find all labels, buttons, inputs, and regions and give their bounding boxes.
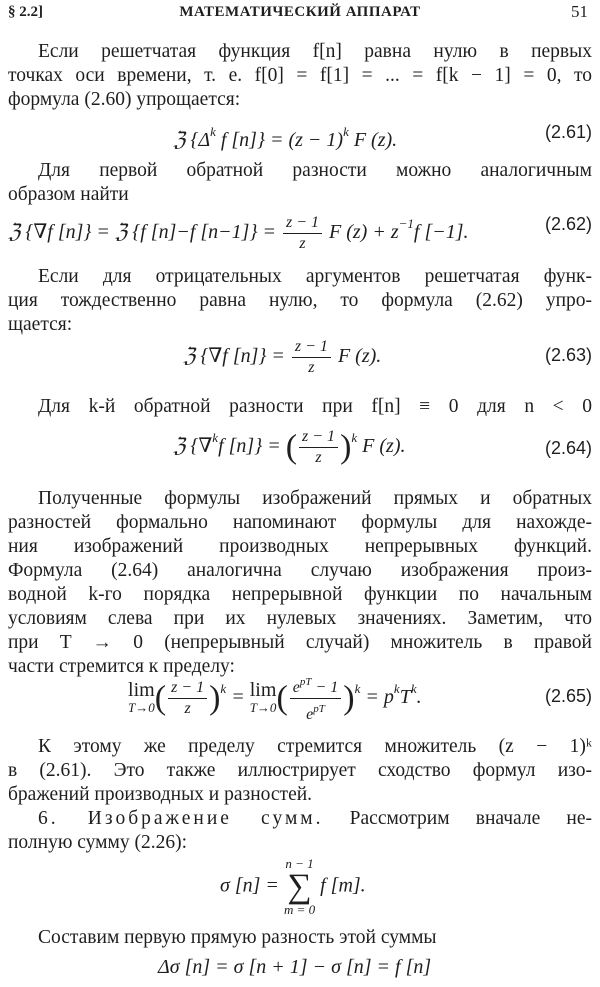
text-line: точках оси времени, т. е. f[0] = f[1] = ... = f[k − 1] = 0, то <box>8 65 592 86</box>
text-line: Для k-й обратной разности при f[n] ≡ 0 для n < 0 <box>38 396 592 417</box>
text-line: бражений производных и разностей. <box>8 784 313 805</box>
paragraph-1 <box>8 40 592 112</box>
equation-2-63 <box>8 337 592 377</box>
text-line: Если решетчатая функция f[n] равна нулю в первых <box>38 41 592 62</box>
text-line: Составим первую прямую разность этой суммы <box>38 927 437 948</box>
equation-number: (2.61) <box>544 122 592 142</box>
equation-sum <box>8 852 592 918</box>
paragraph-5 <box>8 487 592 679</box>
subsection-heading: 6. Изображение сумм. <box>38 808 324 829</box>
paragraph-7 <box>8 807 592 855</box>
text-line: условиям слева при их нулевых значениях. Заметим, что <box>8 608 592 629</box>
formula: ℨ {∇$^k$f [n]} = ( $\frac{z - 1}{z}$ )$^k$ F (z). <box>173 427 406 466</box>
equation-number: (2.65) <box>544 686 592 706</box>
equation-2-65 <box>8 672 592 728</box>
text-line: водной k-го порядка непрерывной функции по начальным <box>8 584 592 605</box>
page-header <box>8 0 592 24</box>
formula: ℨ {∇f [n]} = ℨ {f [n]−f [n−1]} = $\frac{z - 1}{z}$ F $(z) + z^{-1}f$ [−1]. <box>8 213 469 252</box>
text-line: образом найти <box>8 184 129 205</box>
equation-difference <box>8 955 592 985</box>
equation-number: (2.63) <box>544 345 592 365</box>
paragraph-8 <box>8 926 592 950</box>
equation-number: (2.62) <box>544 214 592 234</box>
text-fragment: Рассмотрим вначале не- <box>323 808 592 829</box>
text-line: формула (2.60) упрощается: <box>8 89 241 110</box>
formula: lim T→0 ( $\frac{z - 1}{z}$ )$^k$ = lim T→0 ( $\frac{e^{pT} - 1}{e^{pT}}$ )$^k = p^kT^k$. <box>128 672 422 725</box>
text-line: полную сумму (2.26): <box>8 832 188 853</box>
equation-2-61 <box>8 120 592 160</box>
text-line: щается: <box>8 314 73 335</box>
text-line: при T → 0 (непрерывный случай) множитель в правой <box>8 632 592 653</box>
text-line: ния изображений производных непрерывных функций. <box>8 536 592 557</box>
formula: ℨ {$\Delta^k$ f $[n]\} = (z - 1)^k$ F (z). <box>173 124 398 151</box>
page-number: 51 <box>571 2 588 21</box>
formula: Δσ [n] = σ [n + 1] − σ [n] = f [n] <box>158 956 432 978</box>
text-line: в (2.61). Это также иллюстрирует сходство формул изо- <box>8 760 592 781</box>
paragraph-3 <box>8 265 592 337</box>
paragraph-2 <box>8 159 592 207</box>
equation-2-62 <box>8 212 592 252</box>
text-line: К этому же пределу стремится множитель (z − 1)ᵏ <box>38 736 592 757</box>
text-line <box>8 807 592 831</box>
text-line: ция тождественно равна нулю, то формула (2.62) упро- <box>8 290 592 311</box>
paragraph-6 <box>8 735 592 807</box>
text-line: Полученные формулы изображений прямых и обратных <box>38 488 592 509</box>
text-line: Для первой обратной разности можно аналогичным <box>38 160 592 181</box>
formula: σ [n] = n − 1 ∑ m = 0 f [m]. <box>220 856 366 917</box>
equation-number: (2.64) <box>544 438 592 458</box>
paragraph-4 <box>8 395 592 419</box>
text-line: Формула (2.64) аналогична случаю изображения произ- <box>8 560 592 581</box>
text-line: разностей формально напоминают формулы для нахожде- <box>8 512 592 533</box>
equation-2-64 <box>8 426 592 466</box>
formula: ℨ {∇f [n]} = $\frac{z - 1}{z}$ F (z). <box>183 338 382 376</box>
running-title: МАТЕМАТИЧЕСКИЙ АППАРАТ <box>179 4 421 20</box>
text-line: части стремится к пределу: <box>8 656 235 677</box>
section-reference: § 2.2] <box>8 4 43 20</box>
text-line: Если для отрицательных аргументов решетчатая функ- <box>38 266 592 287</box>
